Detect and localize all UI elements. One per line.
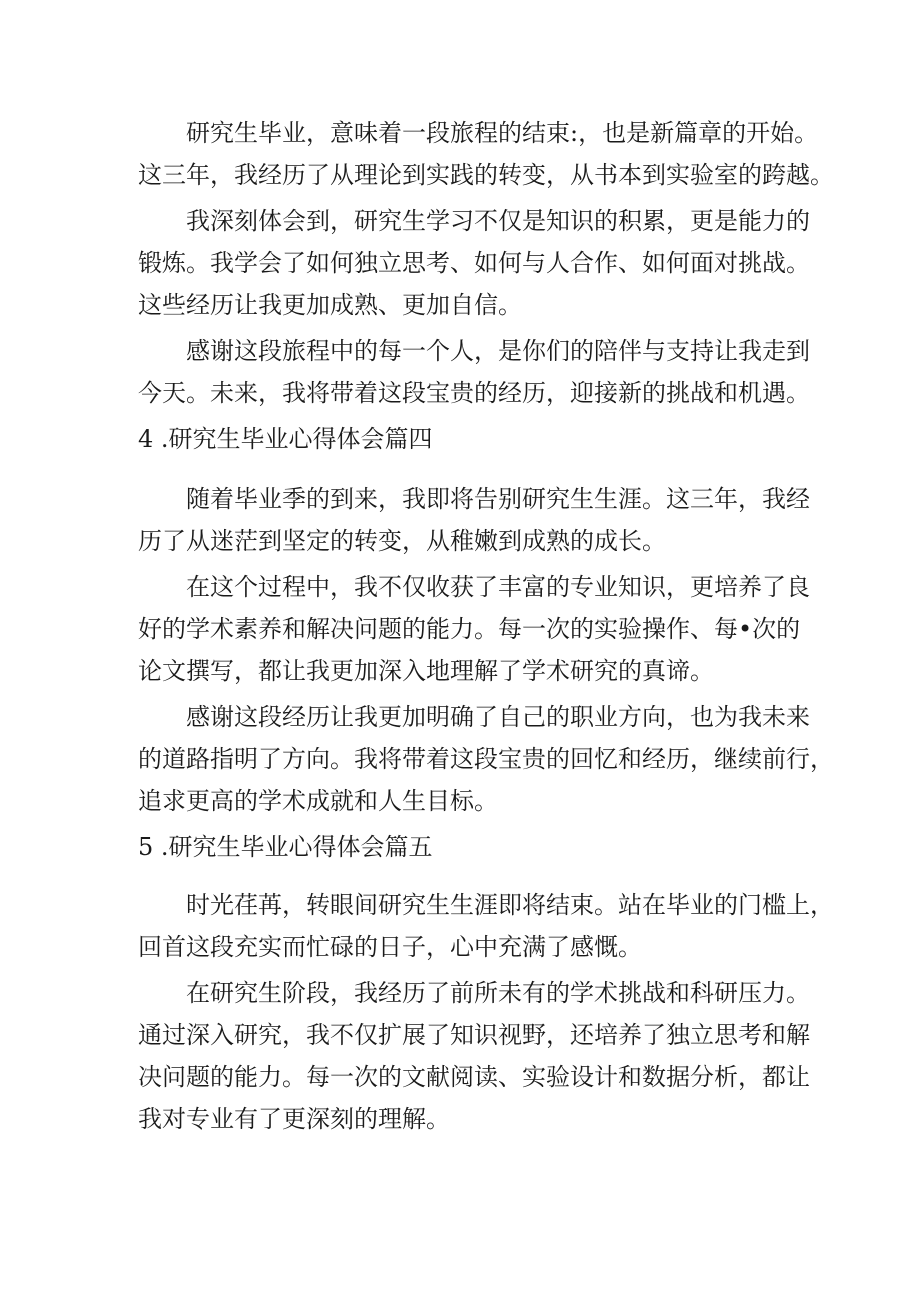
paragraph-line: 在这个过程中，我不仅收获了丰富的专业知识，更培养了良 [186,573,810,601]
paragraph-line: 追求更高的学术成就和人生目标。 [138,787,498,815]
paragraph-line: 历了从迷茫到坚定的转变，从稚嫩到成熟的成长。 [138,527,666,555]
paragraph-line: 随着毕业季的到来，我即将告别研究生生涯。这三年，我经 [186,485,810,513]
section-heading: 4 .研究生毕业心得体会篇四 [138,425,433,453]
paragraph-line: 在研究生阶段，我经历了前所未有的学术挑战和科研压力。 [186,979,810,1007]
paragraph-line: 的道路指明了方向。我将带着这段宝贵的回忆和经历，继续前行， [138,745,834,773]
paragraph-line: 研究生毕业，意味着一段旅程的结束:，也是新篇章的开始。 [186,119,819,147]
paragraph-line: 这些经历让我更加成熟、更加自信。 [138,291,522,319]
paragraph-line: 论文撰写，都让我更加深入地理解了学术研究的真谛。 [138,657,714,685]
paragraph-line: 感谢这段经历让我更加明确了自己的职业方向，也为我未来 [186,703,810,731]
paragraph-line: 今天。未来，我将带着这段宝贵的经历，迎接新的挑战和机遇。 [138,379,810,407]
paragraph-line: 锻炼。我学会了如何独立思考、如何与人合作、如何面对挑战。 [138,249,810,277]
paragraph-line: 我深刻体会到，研究生学习不仅是知识的积累，更是能力的 [186,207,810,235]
paragraph-line: 通过深入研究，我不仅扩展了知识视野，还培养了独立思考和解 [138,1021,810,1049]
section-heading: 5 .研究生毕业心得体会篇五 [138,833,433,861]
paragraph-line: 好的学术素养和解决问题的能力。每一次的实验操作、每•次的 [138,615,801,643]
paragraph-line: 这三年，我经历了从理论到实践的转变，从书本到实验室的跨越。 [138,161,834,189]
paragraph-line: 决问题的能力。每一次的文献阅读、实验设计和数据分析，都让 [138,1063,810,1091]
paragraph-line: 回首这段充实而忙碌的日子，心中充满了感慨。 [138,933,642,961]
paragraph-line: 时光荏苒，转眼间研究生生涯即将结束。站在毕业的门槛上， [186,891,834,919]
paragraph-line: 我对专业有了更深刻的理解。 [138,1105,450,1133]
paragraph-line: 感谢这段旅程中的每一个人，是你们的陪伴与支持让我走到 [186,337,810,365]
